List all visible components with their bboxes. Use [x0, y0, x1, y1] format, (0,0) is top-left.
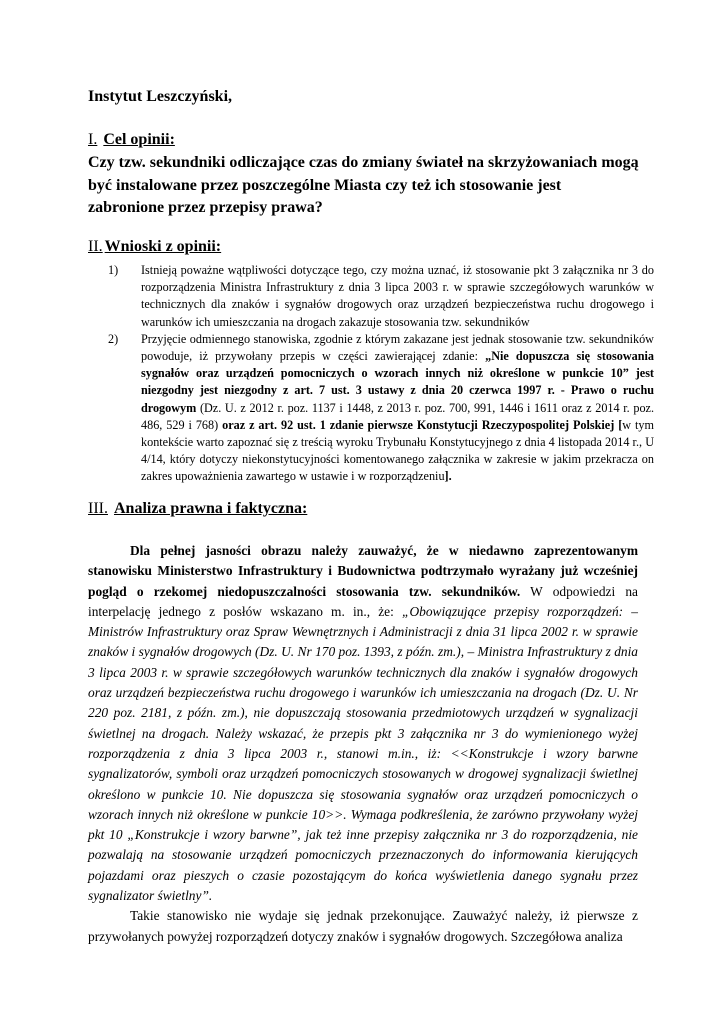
section-3-heading: [88, 500, 307, 518]
section-2-number: II.: [88, 238, 103, 255]
list-item-bold-constitution: oraz z art. 92 ust. 1 zdanie pierwsze Konstytucji Rzeczypospolitej Polskiej [: [222, 417, 623, 432]
list-item-number: 1): [108, 263, 119, 277]
list-item-text: (Dz. U. z 2012 r. poz. 1137 i 1448, z 2013 r. poz. 700, 991, 1446 i 1611 oraz z 2014 r. poz. 486, 529 i 768): [141, 400, 654, 432]
analysis-bold-lead: Dla pełnej jasności obrazu należy zauważyć, że w niedawno zaprezentowanym stanowisku Ministerstwo Infrastruktury i Budownictwa podtrzymało wyrażany już wcześniej pogląd o rzekomej niedopuszczalności stosowania tzw. sekundników.: [88, 543, 638, 599]
list-item-bold-close: ].: [444, 469, 452, 484]
section-3-title: Analiza prawna i faktyczna:: [113, 500, 308, 517]
section-2-title: Wnioski z opinii:: [104, 238, 222, 255]
section-3-number: III.: [88, 500, 108, 517]
analysis-paragraph-1: [88, 541, 638, 906]
list-item-text: Istnieją poważne wątpliwości dotyczące tego, czy można uznać, iż stosowanie pkt 3 załącznika nr 3 do rozporządzenia Ministra Infrastruktury z dnia 3 lipca 2003 r. w sprawie szczegółowych warunków w technicznych dla znaków i sygnałów drogowych oraz urządzeń bezpieczeństwa ruchu drogowego i warunków ich umieszczania na drogach zakazuje stosowania tzw. sekundników: [141, 263, 654, 329]
opinion-question: Czy tzw. sekundniki odliczające czas do zmiany świateł na skrzyżowaniach mogą być instalowane przez poszczególne Miasta czy też ich stosowanie jest zabronione przez przepisy prawa?: [88, 154, 639, 216]
list-item-number: 2): [108, 331, 119, 346]
section-2-heading: [88, 238, 221, 256]
section-1-heading: [88, 131, 175, 149]
analysis-text: W odpowiedzi na interpelację jednego z posłów wskazano m. in., że:: [88, 583, 638, 619]
section-1-number: I.: [88, 131, 98, 148]
list-item-text: w tym kontekście warto zapoznać się z treścią wyroku Trybunału Konstytucyjnego z dnia 4 listopada 2014 r., U 4/14, który dotyczy niekonstytucyjności komentowanego załącznika w zakresie w jakim przekracza on zakres upoważnienia zawartego w ustawie i w rozporządzeniu: [141, 417, 654, 484]
analysis-body: [88, 541, 638, 947]
list-item-text: Przyjęcie odmiennego stanowiska, zgodnie z którym zakazane jest jednak stosowanie tzw. sekundników powoduje, iż przywołany przepis w części zawierającej zdanie:: [141, 331, 654, 364]
list-item-bold-quote: „Nie dopuszcza się stosowania sygnałów oraz urządzeń pomocniczych o wzorach innych niż określone w punkcie 10” jest niezgodny jest niezgodny z art. 7 ust. 3 ustawy z dnia 20 czerwca 1997 r. - Prawo o ruchu drogowym: [141, 349, 655, 415]
conclusions-list: [88, 262, 654, 486]
institute-name: Instytut Leszczyński,: [88, 88, 233, 105]
list-item: [88, 262, 654, 331]
list-item: [88, 331, 654, 486]
analysis-paragraph-2: Takie stanowisko nie wydaje się jednak przekonujące. Zauważyć należy, iż pierwsze z przywołanych powyżej rozporządzeń dotyczy znaków i sygnałów drogowych. Szczegółowa analiza: [88, 908, 638, 944]
section-1-title: Cel opinii:: [103, 131, 175, 148]
analysis-quote: „Obowiązujące przepisy rozporządzeń: – Ministrów Infrastruktury oraz Spraw Wewnętrznych i Administracji z dnia 31 lipca 2002 r. w sprawie znaków i sygnałów drogowych (Dz. U. Nr 170 poz. 1393, z późn. zm.), – Ministra Infrastruktury z dnia 3 lipca 2003 r. w sprawie szczegółowych warunków technicznych dla znaków i sygnałów drogowych oraz urządzeń bezpieczeństwa ruchu drogowego i warunków ich umieszczania na drogach (Dz. U. Nr 220 poz. 2181, z późn. zm.), nie dopuszczają stosowania przedmiotowych urządzeń w sygnalizacji świetlnej na drogach. Należy wskazać, że przepis pkt 3 załącznika nr 3 do wymienionego wyżej rozporządzenia z dnia 3 lipca 2003 r., stanowi m.in., iż: <<Konstrukcje i wzory barwne sygnalizatorów, symboli oraz urządzeń pomocniczych stosowanych w drogowej sygnalizacji świetlnej określono w punkcie 10. Nie dopuszcza się stosowania sygnałów oraz urządzeń pomocniczych o wzorach innych niż określone w punkcie 10>>. Wymaga podkreślenia, że zarówno przywołany wyżej pkt 10 „Konstrukcje i wzory barwne”, jak też inne przepisy załącznika nr 3 do rozporządzenia, nie pozwalają na stosowanie urządzeń pomocniczych przeznaczonych do informowania kierujących pojazdami oraz pieszych o czasie pozostającym do końca wyświetlenia danego sygnału przez sygnalizator świetlny”.: [88, 603, 638, 904]
